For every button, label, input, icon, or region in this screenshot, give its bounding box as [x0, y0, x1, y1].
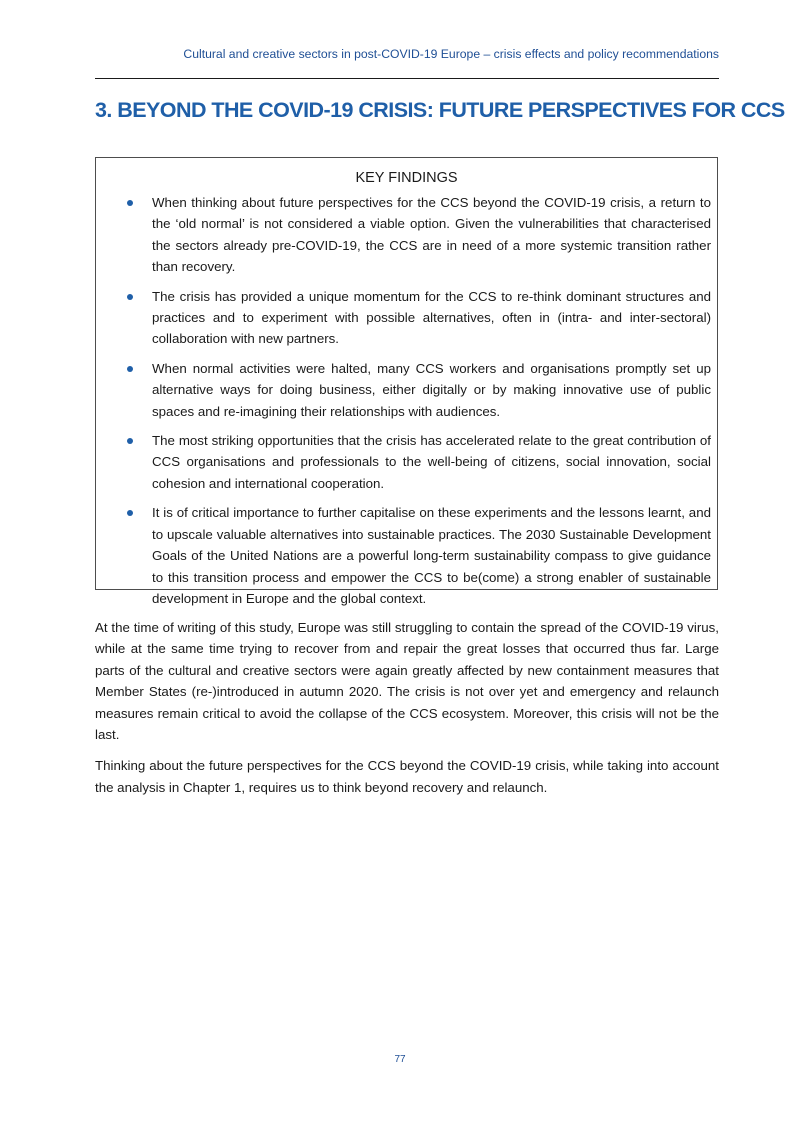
key-finding-text: The crisis has provided a unique momentum for the CCS to re-think dominant structures and practices and to experiment with possible alternatives, often in (intra- and inter-sectoral) collaboration with new partners.: [152, 288, 711, 347]
key-findings-box: [95, 157, 718, 606]
key-finding-text: It is of critical importance to further capitalise on these experiments and the lessons learnt, and to upscale valuable alternatives into sustainable practices. The 2030 Sustainable Development Goals of the United Nations are a powerful long-term sustainability compass to give guidance to this transition process and empower the CCS to be(come) a strong enabler of sustainable development in Europe and the global context.: [152, 505, 711, 606]
bullet-icon: [127, 200, 133, 206]
body-paragraph: At the time of writing of this study, Europe was still struggling to contain the spread of the COVID-19 virus, while at the same time trying to recover from and repair the great losses that occurred thus far. Large parts of the cultural and creative sectors were again greatly affected by new containment measures that Member States (re-)introduced in autumn 2020. The crisis is not over yet and emergency and relaunch measures remain critical to avoid the collapse of the CCS ecosystem. Moreover, this crisis will not be the last.: [95, 620, 719, 743]
bullet-icon: [127, 294, 133, 300]
body-text: [95, 617, 719, 808]
key-finding-item: [96, 358, 711, 422]
chapter-title: 3. BEYOND THE COVID-19 CRISIS: FUTURE PERSPECTIVES FOR CCS: [95, 98, 785, 122]
bullet-icon: [127, 438, 133, 444]
key-finding-text: When normal activities were halted, many CCS workers and organisations promptly set up alternative ways for doing business, either digitally or by making innovative use of public spaces and re-imagining their relationships with audiences.: [152, 360, 711, 419]
body-paragraph: Thinking about the future perspectives for the CCS beyond the COVID-19 crisis, while taking into account the analysis in Chapter 1, requires us to think beyond recovery and relaunch.: [95, 758, 719, 795]
bullet-icon: [127, 366, 133, 372]
key-findings-title: KEY FINDINGS: [355, 170, 458, 186]
running-header: Cultural and creative sectors in post-COVID-19 Europe – crisis effects and policy recommendations: [183, 47, 719, 61]
key-finding-text: The most striking opportunities that the crisis has accelerated relate to the great contribution of CCS organisations and professionals to the well-being of citizens, social innovation, social cohesion and international cooperation.: [152, 433, 711, 491]
key-finding-item: [96, 502, 711, 609]
key-finding-item: [96, 286, 711, 350]
key-findings-list: [96, 192, 711, 609]
key-finding-item: [96, 430, 711, 494]
header-rule: [95, 78, 719, 79]
key-finding-item: [96, 192, 711, 278]
key-finding-text: When thinking about future perspectives for the CCS beyond the COVID-19 crisis, a return to the ‘old normal’ is not considered a viable option. Given the vulnerabilities that characterised the sectors already pre-COVID-19, the CCS are in need of a more systemic transition rather than recovery.: [152, 195, 711, 275]
page-number: 77: [394, 1054, 406, 1065]
bullet-icon: [127, 510, 133, 516]
